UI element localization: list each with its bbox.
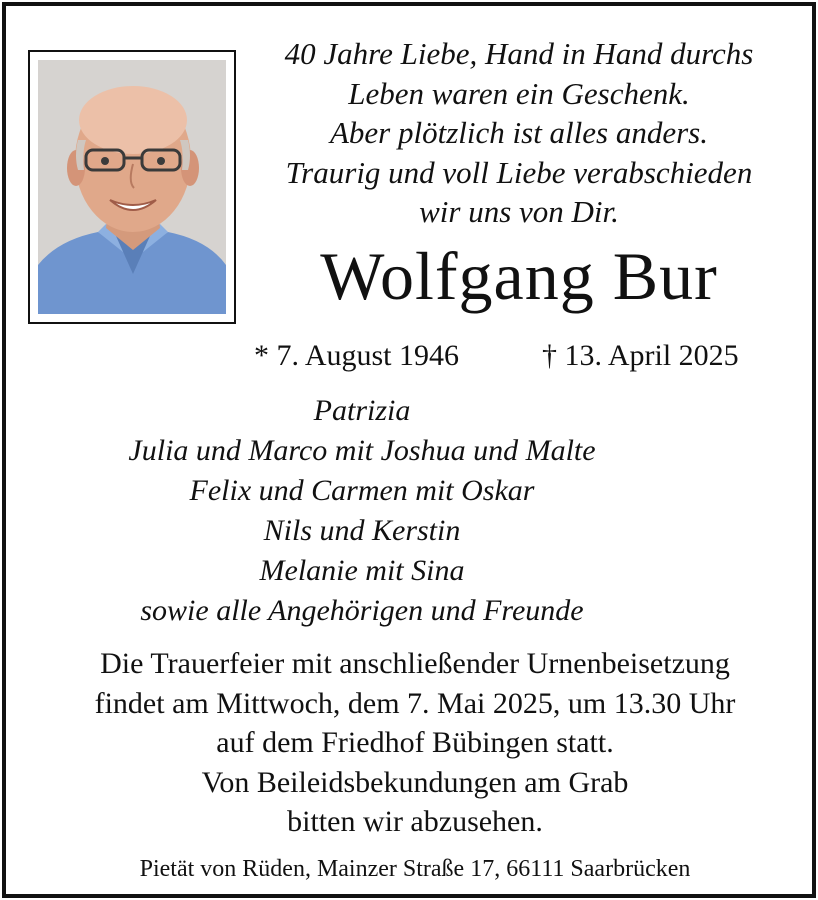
poem-line: wir uns von Dir. [419,194,619,229]
death-date: † 13. April 2025 [542,339,739,372]
deceased-name: Wolfgang Bur [320,238,718,314]
poem-line: 40 Jahre Liebe, Hand in Hand durchs [284,36,754,71]
ceremony-line: findet am Mittwoch, dem 7. Mai 2025, um 13.30 Uhr [94,686,736,720]
ceremony-line: Von Beileidsbekundungen am Grab [201,765,629,799]
mourner-line: Melanie mit Sina [259,554,465,587]
obituary-frame [2,2,816,898]
mourner-line: Nils und Kerstin [263,514,461,547]
portrait-illustration [38,60,226,314]
mourner-line: Patrizia [313,394,411,427]
birth-date: * 7. August 1946 [254,339,460,372]
poem [246,34,792,232]
portrait-photo [38,60,226,314]
poem-line: Leben waren ein Geschenk. [348,75,690,111]
poem-line: Aber plötzlich ist alles anders. [329,115,708,150]
mourner-line: Julia und Marco mit Joshua und Malte [128,434,596,467]
mourners-list [106,391,618,631]
ceremony-notice [26,644,804,842]
portrait-frame [28,50,236,324]
poem-line: Traurig und voll Liebe verabschieden [285,154,753,190]
ceremony-line: auf dem Friedhof Bübingen statt. [216,726,614,759]
mourner-line: Felix und Carmen mit Oskar [189,474,535,507]
undertaker-address: Pietät von Rüden, Mainzer Straße 17, 66111 Saarbrücken [139,856,691,882]
ceremony-line: Die Trauerfeier mit anschließender Urnenbeisetzung [100,647,730,680]
ceremony-line: bitten wir abzusehen. [287,805,543,838]
mourner-line: sowie alle Angehörigen und Freunde [140,594,584,627]
